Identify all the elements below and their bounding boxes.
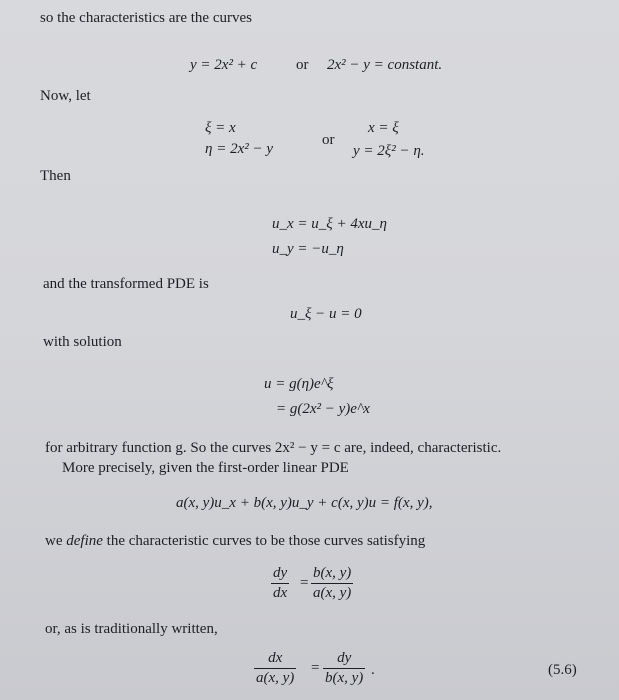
paragraph-line-2: More precisely, given the first-order linear PDE [62, 460, 349, 476]
fraction-denominator: a(x, y) [313, 585, 352, 601]
xi-equation: ξ = x [205, 120, 236, 136]
fraction-denominator: dx [273, 585, 288, 601]
paragraph-line-1: for arbitrary function g. So the curves 2x² − y = c are, indeed, characteristic. [45, 440, 502, 456]
with-solution-text: with solution [43, 334, 122, 350]
curves-equation-left: y = 2x² + c [190, 57, 258, 73]
then-text: Then [40, 168, 71, 184]
fraction-numerator: dy [273, 565, 288, 581]
fraction-dx-over-a [254, 650, 296, 687]
fraction-numerator: b(x, y) [313, 565, 352, 581]
fraction-b-over-a [311, 565, 353, 602]
fraction-denominator: a(x, y) [256, 670, 295, 686]
curves-equation-right: 2x² − y = constant. [327, 57, 443, 73]
x-equation: x = ξ [368, 120, 399, 136]
fraction-numerator: dx [268, 650, 283, 666]
fraction-numerator: dy [337, 650, 352, 666]
definition-suffix: the characteristic curves to be those curves satisfying [102, 533, 426, 549]
period-mark: . [371, 662, 375, 678]
eta-equation: η = 2x² − y [205, 141, 273, 157]
fraction-bar [271, 583, 289, 584]
fraction-bar [254, 668, 296, 669]
transformed-pde-equation: u_ξ − u = 0 [290, 306, 362, 322]
linear-pde-equation: a(x, y)u_x + b(x, y)u_y + c(x, y)u = f(x, y), [176, 495, 433, 511]
ux-equation: u_x = u_ξ + 4xu_η [272, 216, 387, 232]
definition-prefix: we [45, 533, 67, 549]
y-equation: y = 2ξ² − η. [353, 143, 425, 159]
fraction-dy-dx [271, 565, 289, 602]
solution-line-1: u = g(η)e^ξ [264, 376, 334, 392]
traditional-form-text: or, as is traditionally written, [45, 621, 218, 637]
substitution-or: or [322, 132, 335, 148]
transformed-pde-text: and the transformed PDE is [43, 276, 209, 292]
uy-equation: u_y = −u_η [272, 241, 344, 257]
fraction-denominator: b(x, y) [325, 670, 364, 686]
fraction-bar [323, 668, 365, 669]
equals-sign: = [300, 575, 309, 591]
solution-line-2: = g(2x² − y)e^x [276, 401, 370, 417]
definition-text [45, 532, 425, 550]
fraction-dy-over-b [323, 650, 365, 687]
now-let-text: Now, let [40, 88, 91, 104]
curves-or: or [296, 57, 309, 73]
equals-sign: = [311, 660, 320, 676]
intro-text: so the characteristics are the curves [40, 10, 252, 26]
equation-number: (5.6) [548, 662, 577, 678]
fraction-bar [311, 583, 353, 584]
definition-emphasis: define [66, 533, 103, 549]
